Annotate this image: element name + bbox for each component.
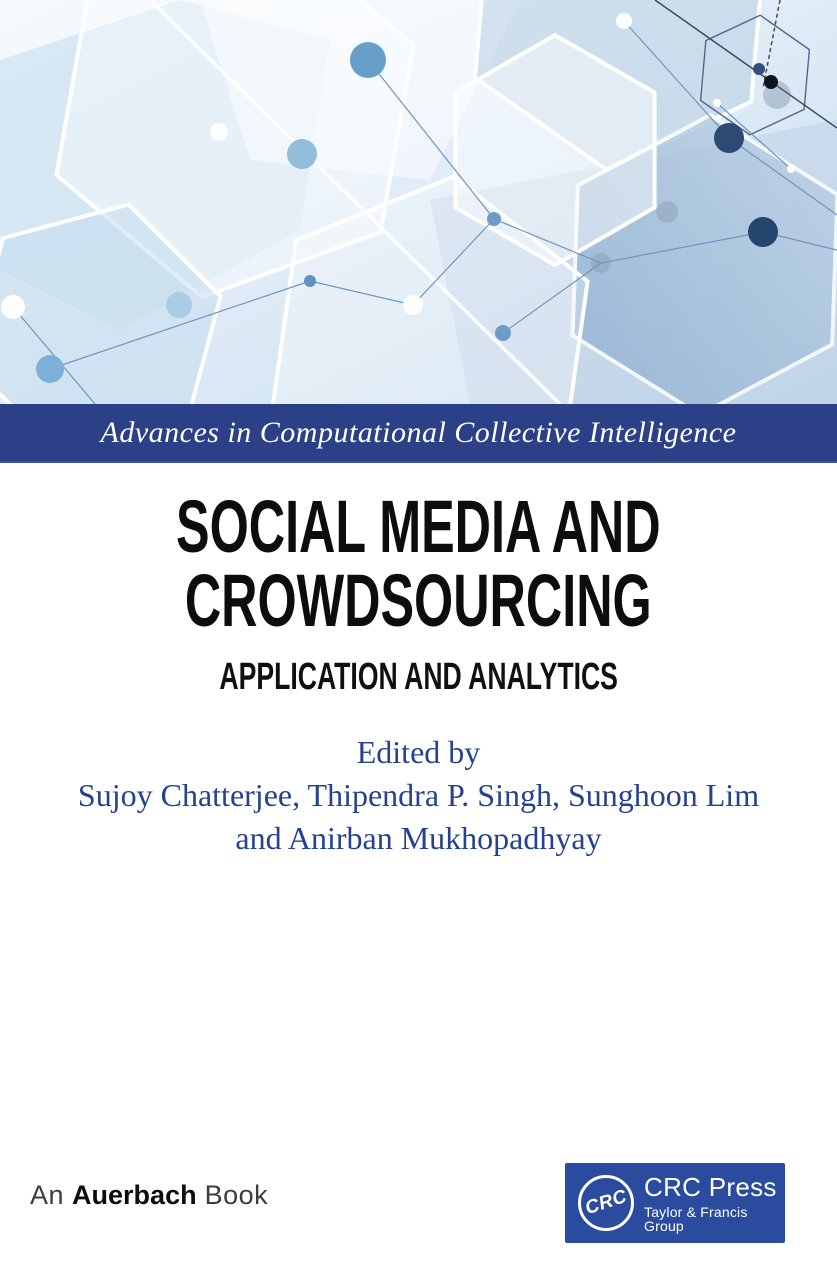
imprint-suffix: Book [204,1180,269,1210]
title-line-2: CROWDSOURCING [185,559,652,642]
crc-monogram-icon: CRC [578,1175,634,1231]
title-line-1: SOCIAL MEDIA AND [176,485,661,568]
series-banner [0,404,837,463]
series-title: Advances in Computational Collective Intelligence [100,415,737,449]
imprint-name: Auerbach [72,1180,197,1210]
editors-block [0,731,837,860]
hexagon-network-art [0,0,837,404]
publisher-tagline: Taylor & Francis Group [644,1203,748,1234]
publisher-text [644,1171,785,1234]
edited-by-label: Edited by [356,734,481,770]
publisher-name: CRC Press [644,1171,777,1202]
crc-press-logo [565,1163,785,1243]
editors-line-1: Sujoy Chatterjee, Thipendra P. Singh, Sunghoon Lim [77,777,760,813]
imprint-note [30,1180,268,1211]
book-title [0,485,837,642]
book-subtitle: APPLICATION AND ANALYTICS [219,656,618,698]
imprint-prefix: An [30,1180,65,1210]
editors-line-2: and Anirban Mukhopadhyay [235,820,602,856]
